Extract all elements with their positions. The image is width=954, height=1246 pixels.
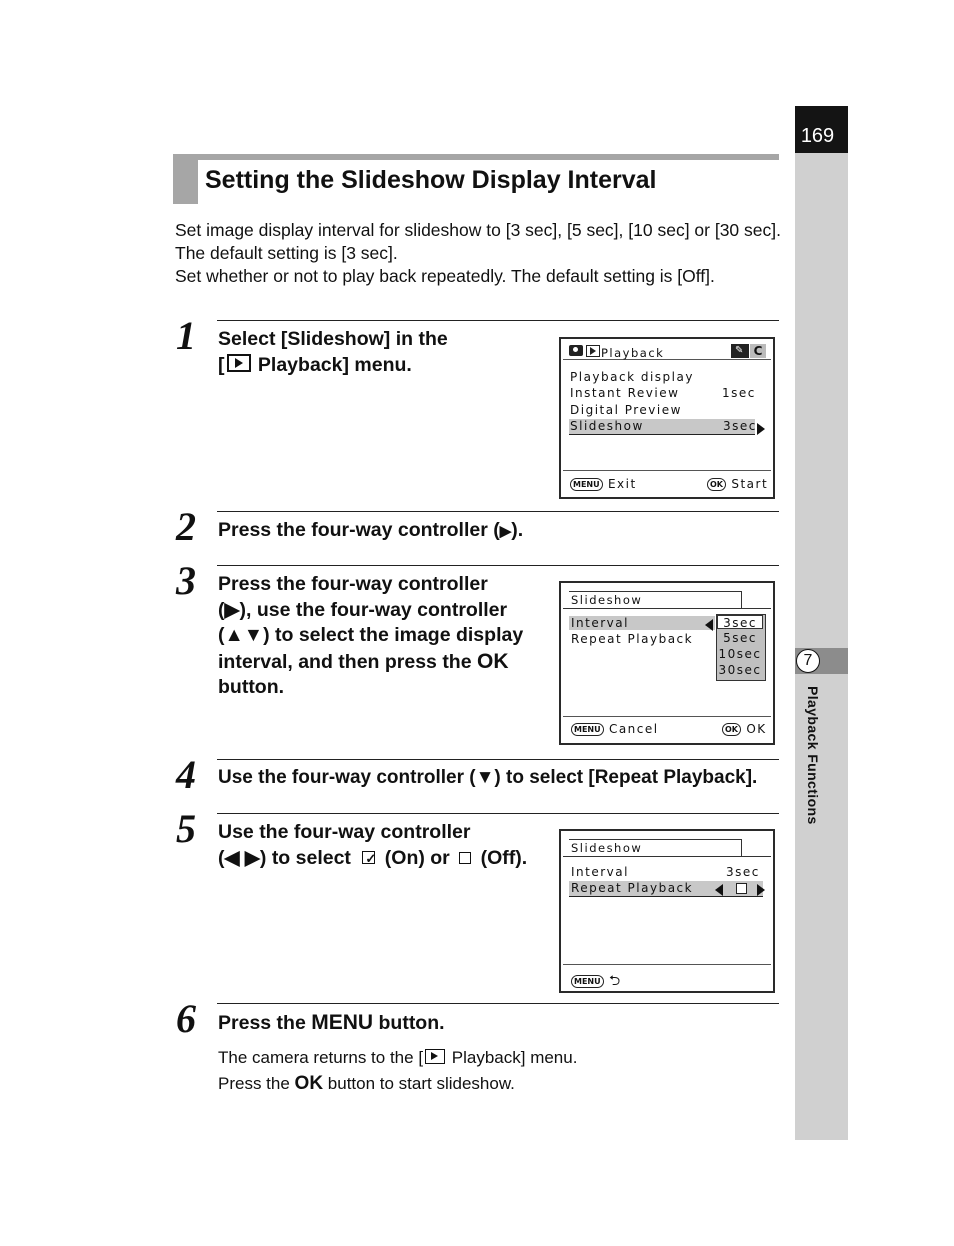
step-number: 6	[176, 996, 196, 1041]
chevron-left-icon	[705, 617, 713, 631]
menu-button-icon: MENU	[571, 975, 604, 988]
checkbox-on-icon: ✓	[362, 851, 375, 864]
cancel-label: Cancel	[608, 722, 659, 736]
step-4-text: Use the four-way controller (▼) to select [Repeat Playback].	[218, 767, 758, 788]
step-6-text: Press the MENU button.	[218, 1011, 445, 1034]
start-label: Start	[731, 477, 769, 491]
ok-button-icon: OK	[722, 723, 741, 736]
playback-icon	[425, 1049, 445, 1064]
back-action[interactable]	[571, 970, 620, 994]
step-number: 2	[176, 504, 196, 549]
step-6-note: Press the OK button to start slideshow.	[218, 1073, 515, 1094]
interval-option[interactable]: 10sec	[718, 647, 762, 661]
interval-option[interactable]: 5sec	[723, 631, 757, 645]
screen-footer-divider	[563, 716, 771, 717]
chevron-left-icon	[715, 882, 723, 896]
chevron-right-icon	[757, 882, 765, 896]
screen-title: Slideshow	[571, 841, 643, 855]
heading-bar-side	[173, 154, 198, 204]
menu-item-selected[interactable]: Interval	[569, 616, 715, 630]
menu-item[interactable]: Playback display	[570, 370, 694, 384]
step-3-text: Press the four-way controller (▶), use the four-way controller (▲▼) to select the image display interval, and then press the OK button.	[218, 573, 524, 698]
step-divider	[217, 511, 779, 512]
menu-button-icon: MENU	[570, 478, 603, 491]
section-heading: Setting the Slideshow Display Interval	[205, 166, 657, 194]
return-arrow-icon: ⮌	[608, 973, 621, 989]
step-divider	[217, 565, 779, 566]
screen-footer-divider	[563, 470, 771, 471]
step-divider	[217, 1003, 779, 1004]
chevron-right-icon	[757, 421, 765, 435]
menu-button-icon: MENU	[571, 723, 604, 736]
playback-icon	[227, 354, 251, 372]
chapter-number: 7	[796, 649, 820, 673]
step-number: 4	[176, 752, 196, 797]
step-5-text: Use the four-way controller (◀ ▶) to select ✓ (On) or (Off).	[218, 821, 528, 869]
repeat-playback-screen	[559, 829, 775, 993]
screen-footer-divider	[563, 964, 771, 965]
step-divider	[217, 759, 779, 760]
header-divider	[563, 856, 771, 857]
menu-item[interactable]: Interval 3sec	[571, 865, 760, 879]
cancel-action[interactable]	[571, 722, 659, 736]
step-number: 5	[176, 806, 196, 851]
interval-option[interactable]: 30sec	[718, 663, 762, 677]
screen-title: Playback	[601, 346, 665, 360]
step-1-line: Select [Slideshow] in the	[218, 328, 448, 350]
page-number: 169	[800, 125, 835, 147]
menu-button-label: MENU	[311, 1011, 374, 1034]
intro-paragraph: Set image display interval for slideshow to [3 sec], [5 sec], [10 sec] or [30 sec]. The default setting is [3 sec].	[175, 220, 781, 263]
menu-item-selected[interactable]: Slideshow 3sec	[570, 419, 757, 433]
intro-text	[175, 219, 785, 288]
menu-item[interactable]: Digital Preview	[570, 403, 682, 417]
intro-paragraph: Set whether or not to play back repeatedly. The default setting is [Off].	[175, 266, 715, 286]
custom-tab-icon: C	[750, 344, 766, 358]
chapter-side-strip	[795, 106, 848, 1140]
menu-item[interactable]: Instant Review 1sec	[570, 386, 756, 400]
exit-action[interactable]	[570, 477, 637, 491]
playback-tab-icon	[586, 345, 600, 357]
ok-button-label: OK	[477, 649, 509, 673]
step-divider	[217, 320, 779, 321]
header-divider	[563, 608, 771, 609]
interval-option-selected[interactable]: 3sec	[717, 615, 763, 629]
menu-item-selected[interactable]: Repeat Playback	[569, 881, 763, 897]
ok-label: OK	[746, 722, 767, 736]
step-divider	[217, 813, 779, 814]
screen-title: Slideshow	[571, 593, 643, 607]
chapter-label: Playback Functions	[805, 686, 821, 825]
repeat-checkbox[interactable]	[736, 883, 747, 894]
menu-item[interactable]: Repeat Playback	[571, 632, 694, 646]
exit-label: Exit	[607, 477, 637, 491]
ok-action[interactable]	[722, 722, 767, 736]
camera-tab-icon	[569, 345, 583, 356]
step-1-line: [ Playback] menu.	[218, 353, 412, 376]
checkbox-off-icon	[459, 852, 471, 864]
step-6-result: The camera returns to the [ Playback] menu.	[218, 1048, 578, 1067]
playback-menu-screen	[559, 337, 775, 499]
step-number: 1	[176, 313, 196, 358]
ok-button-icon: OK	[707, 478, 726, 491]
step-2-text: Press the four-way controller (▶).	[218, 519, 524, 541]
start-action[interactable]	[707, 477, 768, 491]
slideshow-interval-screen	[559, 581, 775, 745]
step-number: 3	[176, 558, 196, 603]
step-1-text	[218, 327, 548, 378]
heading-bar	[173, 154, 779, 160]
ok-button-label: OK	[294, 1073, 324, 1094]
wrench-icon: ✎	[731, 344, 749, 358]
